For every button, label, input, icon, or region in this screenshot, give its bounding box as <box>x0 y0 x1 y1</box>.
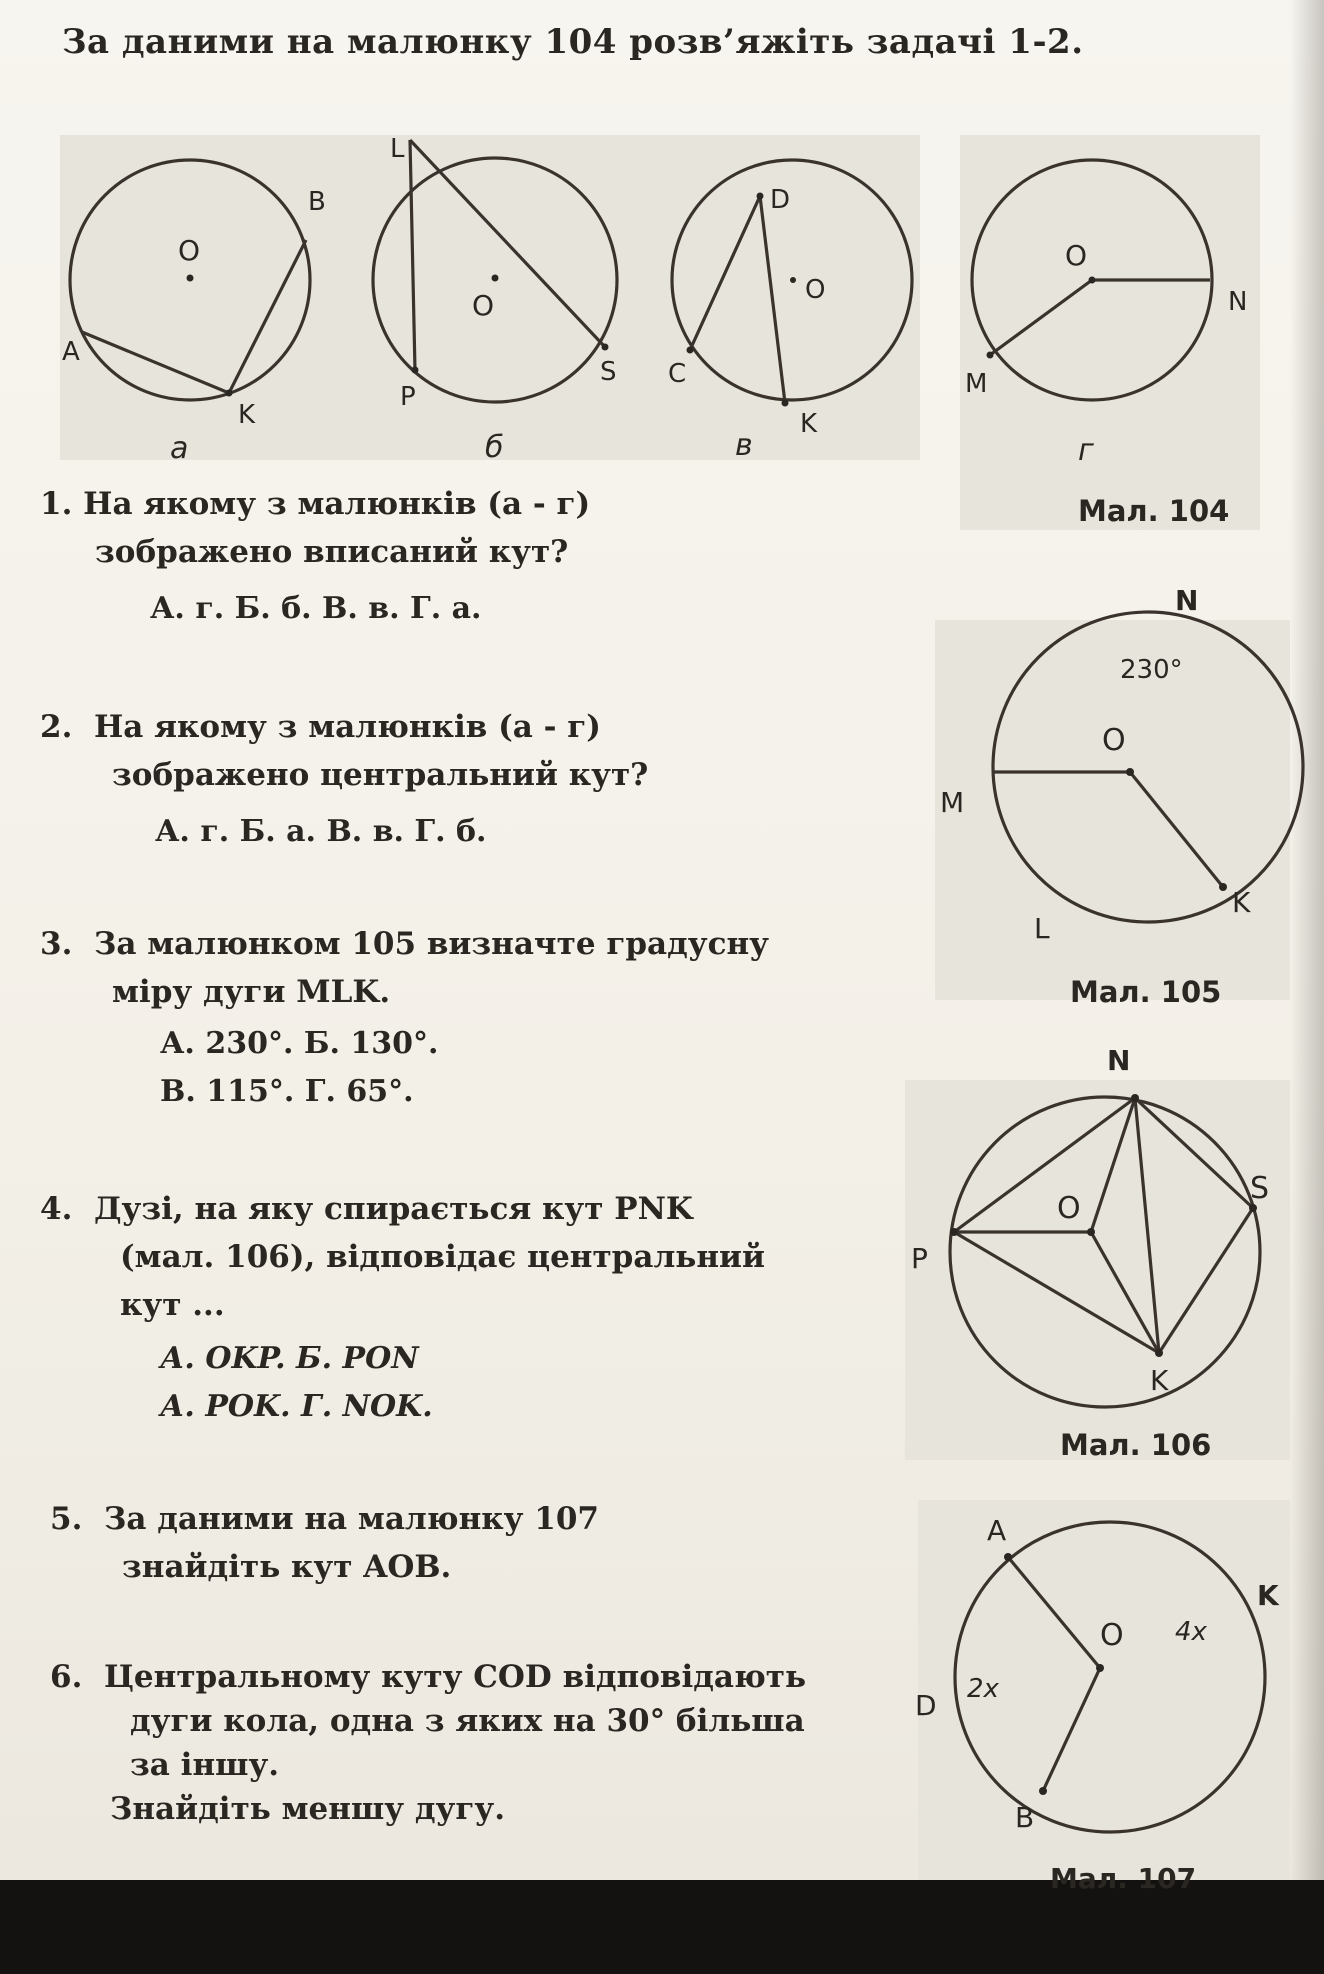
question-number: 3. <box>40 926 73 962</box>
question-3 <box>40 920 769 1016</box>
answers-4 <box>160 1335 433 1431</box>
fig104-label-b: B <box>308 187 326 217</box>
fig107-diagram <box>905 1505 1290 1895</box>
page-title: За даними на малюнку 104 розв’яжіть задачі 1-2. <box>62 22 1084 62</box>
fig104-label-s: S <box>600 357 617 387</box>
question-text: зображено центральний кут? <box>112 757 649 793</box>
fig104-label-p: P <box>400 382 416 412</box>
question-text: за іншу. <box>130 1747 280 1783</box>
fig106-label-o: O <box>1057 1191 1081 1226</box>
answer-options: А. OKP. Б. PON <box>160 1341 419 1376</box>
fig104-label-k: K <box>800 409 818 439</box>
fig107-label-a: A <box>987 1514 1007 1547</box>
fig107-label-o: O <box>1100 1618 1124 1653</box>
fig105-label-m: M <box>940 786 965 819</box>
fig104-v-diagram <box>660 150 930 463</box>
answers-3 <box>160 1020 438 1116</box>
question-number: 1. <box>40 486 73 522</box>
fig107-label-arc4x: 4x <box>1175 1617 1207 1647</box>
fig104-label-o: O <box>178 234 201 267</box>
fig107-label-b: B <box>1015 1801 1035 1834</box>
fig104-label-n: N <box>1228 287 1248 317</box>
fig106-label-s: S <box>1250 1171 1270 1206</box>
question-5 <box>50 1495 599 1591</box>
question-4 <box>40 1185 765 1329</box>
fig104-a-diagram <box>60 160 330 466</box>
fig105-label-o: O <box>1102 723 1126 758</box>
question-number: 6. <box>50 1659 83 1695</box>
fig105-caption: Мал. 105 <box>1070 975 1222 1009</box>
question-text: міру дуги MLK. <box>112 974 391 1010</box>
question-text: Дузі, на яку спирається кут PNK <box>93 1191 693 1227</box>
fig104-label-sub: а <box>170 431 189 466</box>
fig104-label-sub: б <box>485 430 504 465</box>
fig106-diagram <box>905 1040 1290 1460</box>
fig105-label-n: N <box>1175 584 1199 617</box>
fig106-label-p: P <box>911 1242 928 1275</box>
answers-2 <box>155 808 486 856</box>
fig105-label-arc: 230° <box>1120 655 1183 685</box>
fig105-label-l: L <box>1034 912 1050 945</box>
fig104-label-o: O <box>805 275 826 305</box>
fig107-label-arc2x: 2x <box>967 1674 999 1704</box>
question-text: Знайдіть меншу дугу. <box>110 1791 506 1827</box>
fig104-label-c: C <box>668 359 687 389</box>
question-text: (мал. 106), відповідає центральний <box>120 1239 766 1275</box>
question-text: За даними на малюнку 107 <box>103 1501 599 1537</box>
question-number: 5. <box>50 1501 83 1537</box>
fig105-label-k: K <box>1232 886 1251 919</box>
fig104-label-a: A <box>62 337 80 367</box>
fig104-label-sub: в <box>735 428 753 463</box>
answer-options: А. POK. Г. NOK. <box>160 1389 433 1424</box>
question-text: На якому з малюнків (а - г) <box>93 709 601 745</box>
fig106-label-k: K <box>1150 1364 1169 1397</box>
question-text: дуги кола, одна з яких на 30° більша <box>130 1703 805 1739</box>
question-text: На якому з малюнків (а - г) <box>83 486 591 522</box>
question-number: 2. <box>40 709 73 745</box>
answer-options: А. г. Б. б. В. в. Г. а. <box>150 591 482 626</box>
fig104-label-o: O <box>1065 239 1088 272</box>
question-text: кут ... <box>120 1287 225 1323</box>
fig104-label-d: D <box>770 185 791 215</box>
fig107-label-d: D <box>915 1689 937 1722</box>
fig106-label-n: N <box>1107 1044 1131 1077</box>
question-number: 4. <box>40 1191 73 1227</box>
fig104-label-sub: г <box>1078 433 1094 468</box>
question-text: Центральному куту COD відповідають <box>103 1659 807 1695</box>
fig107-label-k: K <box>1257 1579 1279 1612</box>
fig105-diagram <box>930 580 1290 1000</box>
fig104-b-diagram <box>360 134 630 465</box>
fig104-label-o: O <box>472 289 495 322</box>
question-2 <box>40 703 648 799</box>
fig104-label-l: L <box>390 134 405 164</box>
page-edge-shadow <box>1290 0 1324 1880</box>
question-text: знайдіть кут AOB. <box>122 1549 452 1585</box>
fig104-label-m: M <box>965 369 988 399</box>
question-6 <box>50 1655 806 1831</box>
fig107-caption: Мал. 107 <box>1050 1862 1197 1895</box>
fig104-caption: Мал. 104 <box>1078 494 1230 528</box>
answer-options: А. г. Б. а. В. в. Г. б. <box>155 814 487 849</box>
fig106-caption: Мал. 106 <box>1060 1428 1212 1462</box>
fig104-label-k: K <box>238 400 256 430</box>
fig104-g-diagram <box>960 150 1260 470</box>
question-text: зображено вписаний кут? <box>95 534 569 570</box>
answer-options: А. 230°. Б. 130°. <box>160 1026 439 1061</box>
answer-options: В. 115°. Г. 65°. <box>160 1074 414 1109</box>
answers-1 <box>150 585 481 633</box>
question-1 <box>40 480 590 576</box>
question-text: За малюнком 105 визначте градусну <box>93 926 770 962</box>
